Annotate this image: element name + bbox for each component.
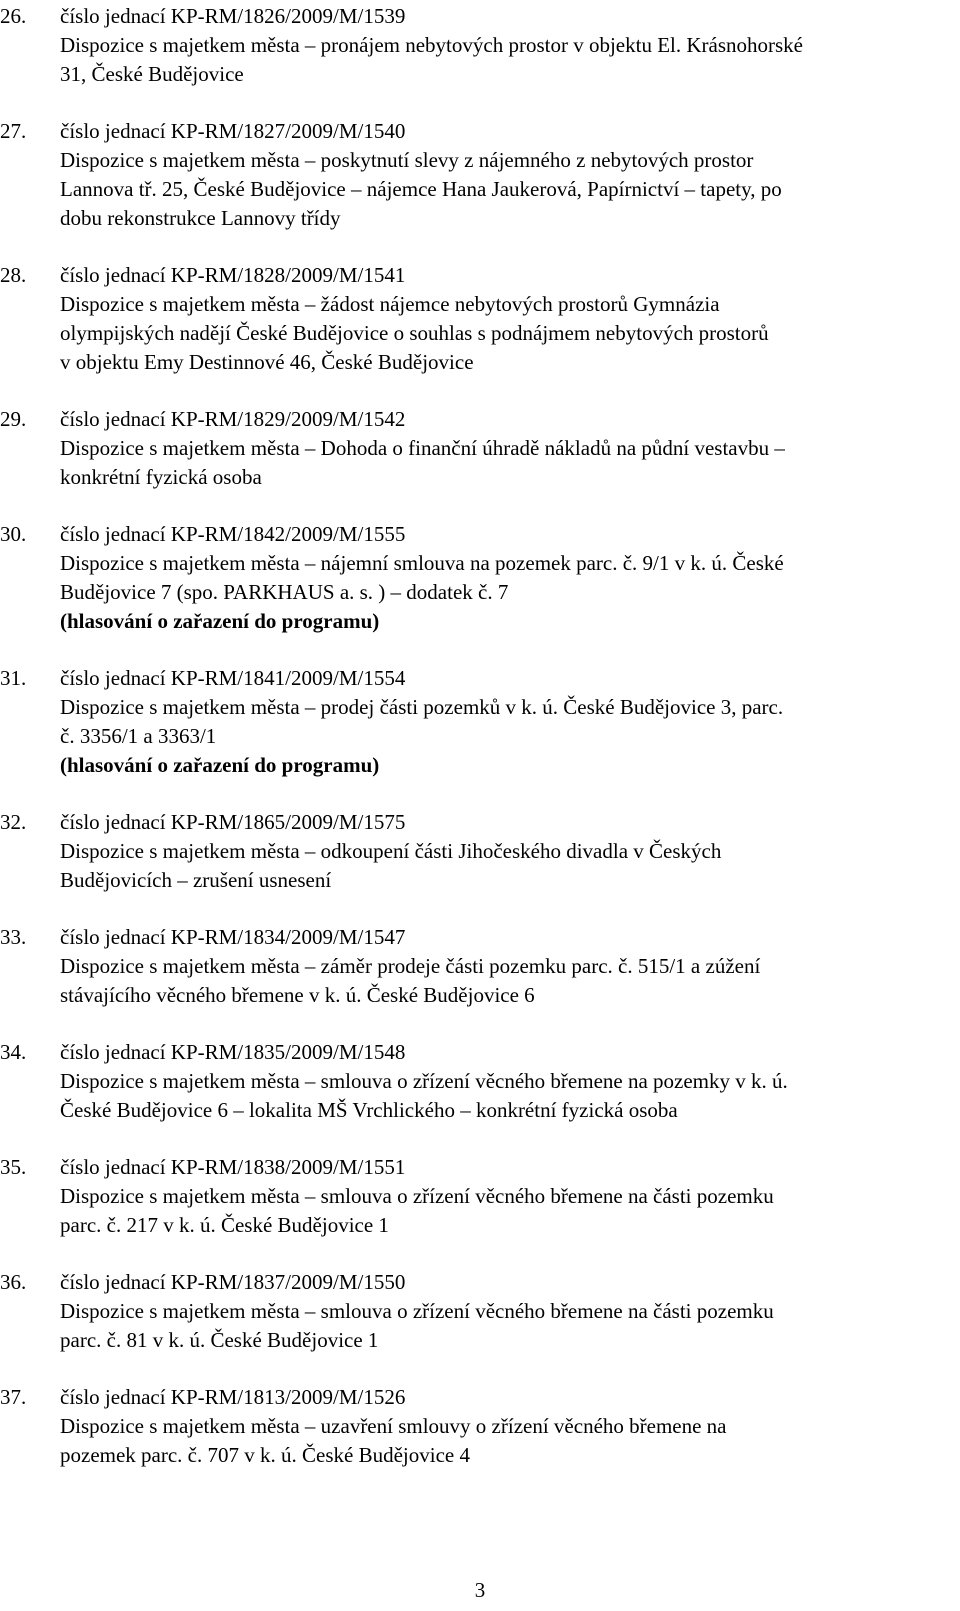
- vote-note: (hlasování o zařazení do programu): [60, 753, 380, 777]
- reference-number: číslo jednací KP-RM/1826/2009/M/1539: [60, 4, 406, 28]
- reference-number: číslo jednací KP-RM/1834/2009/M/1547: [60, 925, 406, 949]
- agenda-item-body: [60, 808, 944, 895]
- agenda-item-body: [60, 1268, 944, 1355]
- agenda-item-body: [60, 2, 944, 89]
- agenda-item: [0, 1038, 960, 1125]
- agenda-item-number: 36.: [0, 1270, 27, 1294]
- reference-number: číslo jednací KP-RM/1827/2009/M/1540: [60, 119, 406, 143]
- agenda-item-text-line: Dispozice s majetkem města – poskytnutí slevy z nájemného z nebytových prostor: [60, 148, 754, 172]
- agenda-item-body: [60, 117, 944, 233]
- agenda-item-text-line: 31, České Budějovice: [60, 62, 244, 86]
- agenda-item-body: [60, 1383, 944, 1470]
- agenda-item-text-line: Dispozice s majetkem města – smlouva o zřízení věcného břemene na části pozemku: [60, 1299, 774, 1323]
- agenda-item: [0, 923, 960, 1010]
- agenda-item-text-line: olympijských nadějí České Budějovice o souhlas s podnájmem nebytových prostorů: [60, 321, 769, 345]
- agenda-item-body: [60, 923, 944, 1010]
- agenda-item-body: [60, 261, 944, 377]
- reference-number: číslo jednací KP-RM/1813/2009/M/1526: [60, 1385, 406, 1409]
- reference-number: číslo jednací KP-RM/1829/2009/M/1542: [60, 407, 406, 431]
- reference-number: číslo jednací KP-RM/1838/2009/M/1551: [60, 1155, 406, 1179]
- agenda-item-text-line: pozemek parc. č. 707 v k. ú. České Budějovice 4: [60, 1443, 470, 1467]
- agenda-item-text-line: parc. č. 81 v k. ú. České Budějovice 1: [60, 1328, 379, 1352]
- agenda-item-number: 34.: [0, 1040, 27, 1064]
- agenda-item-text-line: Dispozice s majetkem města – smlouva o zřízení věcného břemene na pozemky v k. ú.: [60, 1069, 788, 1093]
- agenda-item-number: 35.: [0, 1155, 27, 1179]
- agenda-item-number: 33.: [0, 925, 27, 949]
- agenda-item-text-line: parc. č. 217 v k. ú. České Budějovice 1: [60, 1213, 389, 1237]
- agenda-list: [0, 2, 960, 1498]
- agenda-item: [0, 1268, 960, 1355]
- agenda-item: [0, 1153, 960, 1240]
- agenda-item-text-line: Lannova tř. 25, České Budějovice – nájemce Hana Jaukerová, Papírnictví – tapety, po: [60, 177, 782, 201]
- agenda-item: [0, 405, 960, 492]
- agenda-item-number: 31.: [0, 666, 27, 690]
- agenda-item: [0, 664, 960, 780]
- agenda-item-text-line: Dispozice s majetkem města – uzavření smlouvy o zřízení věcného břemene na: [60, 1414, 727, 1438]
- agenda-item-text-line: Dispozice s majetkem města – žádost nájemce nebytových prostorů Gymnázia: [60, 292, 720, 316]
- reference-number: číslo jednací KP-RM/1837/2009/M/1550: [60, 1270, 406, 1294]
- agenda-item-body: [60, 1038, 944, 1125]
- agenda-item-text-line: Dispozice s majetkem města – odkoupení části Jihočeského divadla v Českých: [60, 839, 722, 863]
- reference-number: číslo jednací KP-RM/1835/2009/M/1548: [60, 1040, 406, 1064]
- agenda-item-body: [60, 664, 944, 780]
- agenda-item: [0, 117, 960, 233]
- reference-number: číslo jednací KP-RM/1865/2009/M/1575: [60, 810, 406, 834]
- vote-note: (hlasování o zařazení do programu): [60, 609, 380, 633]
- agenda-item: [0, 261, 960, 377]
- reference-number: číslo jednací KP-RM/1841/2009/M/1554: [60, 666, 406, 690]
- agenda-item-text-line: Dispozice s majetkem města – pronájem nebytových prostor v objektu El. Krásnohorské: [60, 33, 803, 57]
- agenda-item: [0, 520, 960, 636]
- agenda-item-text-line: Dispozice s majetkem města – prodej části pozemků v k. ú. České Budějovice 3, parc.: [60, 695, 784, 719]
- agenda-item-text-line: Dispozice s majetkem města – smlouva o zřízení věcného břemene na části pozemku: [60, 1184, 774, 1208]
- agenda-item: [0, 2, 960, 89]
- agenda-item-number: 37.: [0, 1385, 27, 1409]
- agenda-item-text-line: Dispozice s majetkem města – nájemní smlouva na pozemek parc. č. 9/1 v k. ú. České: [60, 551, 784, 575]
- agenda-item-text-line: konkrétní fyzická osoba: [60, 465, 262, 489]
- agenda-item: [0, 1383, 960, 1470]
- agenda-item-text-line: Budějovice 7 (spo. PARKHAUS a. s. ) – dodatek č. 7: [60, 580, 509, 604]
- agenda-item-text-line: č. 3356/1 a 3363/1: [60, 724, 217, 748]
- reference-number: číslo jednací KP-RM/1828/2009/M/1541: [60, 263, 406, 287]
- agenda-item-number: 30.: [0, 522, 27, 546]
- agenda-item-number: 32.: [0, 810, 27, 834]
- agenda-item-number: 27.: [0, 119, 27, 143]
- agenda-item-text-line: dobu rekonstrukce Lannovy třídy: [60, 206, 341, 230]
- agenda-item: [0, 808, 960, 895]
- agenda-item-number: 26.: [0, 4, 27, 28]
- reference-number: číslo jednací KP-RM/1842/2009/M/1555: [60, 522, 406, 546]
- page-number: 3: [474, 1578, 486, 1602]
- agenda-item-text-line: Dispozice s majetkem města – Dohoda o finanční úhradě nákladů na půdní vestavbu –: [60, 436, 785, 460]
- agenda-item-body: [60, 520, 944, 636]
- agenda-item-text-line: v objektu Emy Destinnové 46, České Budějovice: [60, 350, 474, 374]
- agenda-item-number: 28.: [0, 263, 27, 287]
- agenda-item-body: [60, 1153, 944, 1240]
- agenda-item-body: [60, 405, 944, 492]
- agenda-item-text-line: České Budějovice 6 – lokalita MŠ Vrchlického – konkrétní fyzická osoba: [60, 1098, 678, 1122]
- agenda-item-text-line: stávajícího věcného břemene v k. ú. České Budějovice 6: [60, 983, 535, 1007]
- agenda-item-text-line: Dispozice s majetkem města – záměr prodeje části pozemku parc. č. 515/1 a zúžení: [60, 954, 761, 978]
- agenda-item-number: 29.: [0, 407, 27, 431]
- agenda-item-text-line: Budějovicích – zrušení usnesení: [60, 868, 332, 892]
